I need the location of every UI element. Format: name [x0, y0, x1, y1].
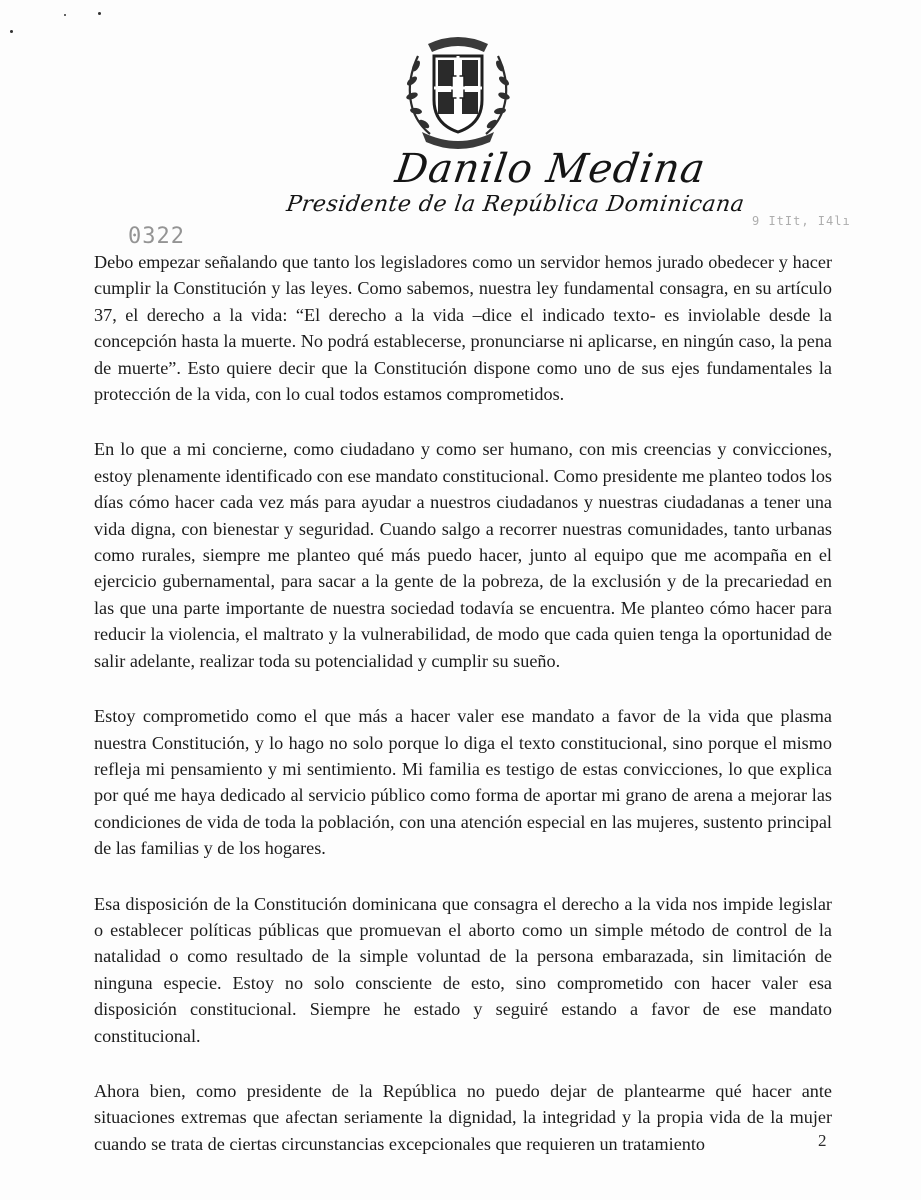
paragraph: Debo empezar señalando que tanto los legisladores como un servidor hemos jurado obedecer y hacer cumplir la Constitución y las leyes. Como sabemos, nuestra ley fundamental consagra, en su artículo 37, el derecho a la vida: “El derecho a la vida –dice el indicado texto- es inviolable desde la concepción hasta la muerte. No podrá establecerse, pronunciarse ni aplicarse, en ningún caso, la pena de muerte”. Esto quiere decir que la Constitución dispone como uno de sus ejes fundamentales la protección de la vida, con lo cual todos estamos comprometidos. [94, 252, 832, 405]
document-stamp-date: 9 ItIt, I4lı [752, 214, 851, 228]
letterhead-name: Danilo Medina [392, 146, 709, 192]
coat-of-arms-seal-icon [400, 26, 516, 150]
page-number: 2 [818, 1131, 827, 1150]
paragraph: Esa disposición de la Constitución dominicana que consagra el derecho a la vida nos impide legislar o establecer políticas públicas que promuevan el aborto como un simple método de control de la natalidad o como resultado de la simple voluntad de la persona embarazada, sin limitación de ninguna especie. Estoy no solo consciente de esto, sino comprometido con hacer valer esa disposición constitucional. Siempre he estado y seguiré estando a favor de ese mandato constitucional. [94, 893, 832, 1046]
document-body [94, 249, 832, 1186]
scan-speck [64, 14, 66, 16]
letterhead-title: Presidente de la República Dominicana [284, 192, 747, 217]
paragraph: En lo que a mi concierne, como ciudadano y como ser humano, con mis creencias y convicciones, estoy plenamente identificado con ese mandato constitucional. Como presidente me planteo todos los días cómo hacer cada vez más para ayudar a nuestros ciudadanos y nuestras ciudadanas a tener una vida digna, con bienestar y seguridad. Cuando salgo a recorrer nuestras comunidades, tanto urbanas como rurales, siempre me planteo qué más puedo hacer, junto al equipo que me acompaña en el ejercicio gubernamental, para sacar a la gente de la pobreza, de la exclusión y de la precariedad en las que una parte importante de nuestra sociedad todavía se encuentra. Me planteo cómo hacer para reducir la violencia, el maltrato y la vulnerabilidad, de modo que cada quien tenga la oportunidad de salir adelante, realizar toda su potencialidad y cumplir su sueño. [94, 439, 832, 671]
paragraph: Ahora bien, como presidente de la República no puedo dejar de plantearme qué hacer ante situaciones extremas que afectan seriamente la dignidad, la integridad y la propia vida de la mujer cuando se trata de ciertas circunstancias excepcionales que requieren un tratamiento [94, 1080, 832, 1154]
paragraph: Estoy comprometido como el que más a hacer valer ese mandato a favor de la vida que plasma nuestra Constitución, y lo hago no solo porque lo diga el texto constitucional, sino porque el mismo refleja mi pensamiento y mi sentimiento. Mi familia es testigo de estas convicciones, lo que explica por qué me haya dedicado al servicio público como forma de aportar mi grano de arena a mejorar las condiciones de vida de toda la población, con una atención especial en las mujeres, sustento principal de las familias y de los hogares. [94, 706, 832, 859]
document-stamp-number: 0322 [128, 224, 185, 249]
scan-speck [98, 12, 101, 15]
scan-speck [10, 30, 13, 33]
